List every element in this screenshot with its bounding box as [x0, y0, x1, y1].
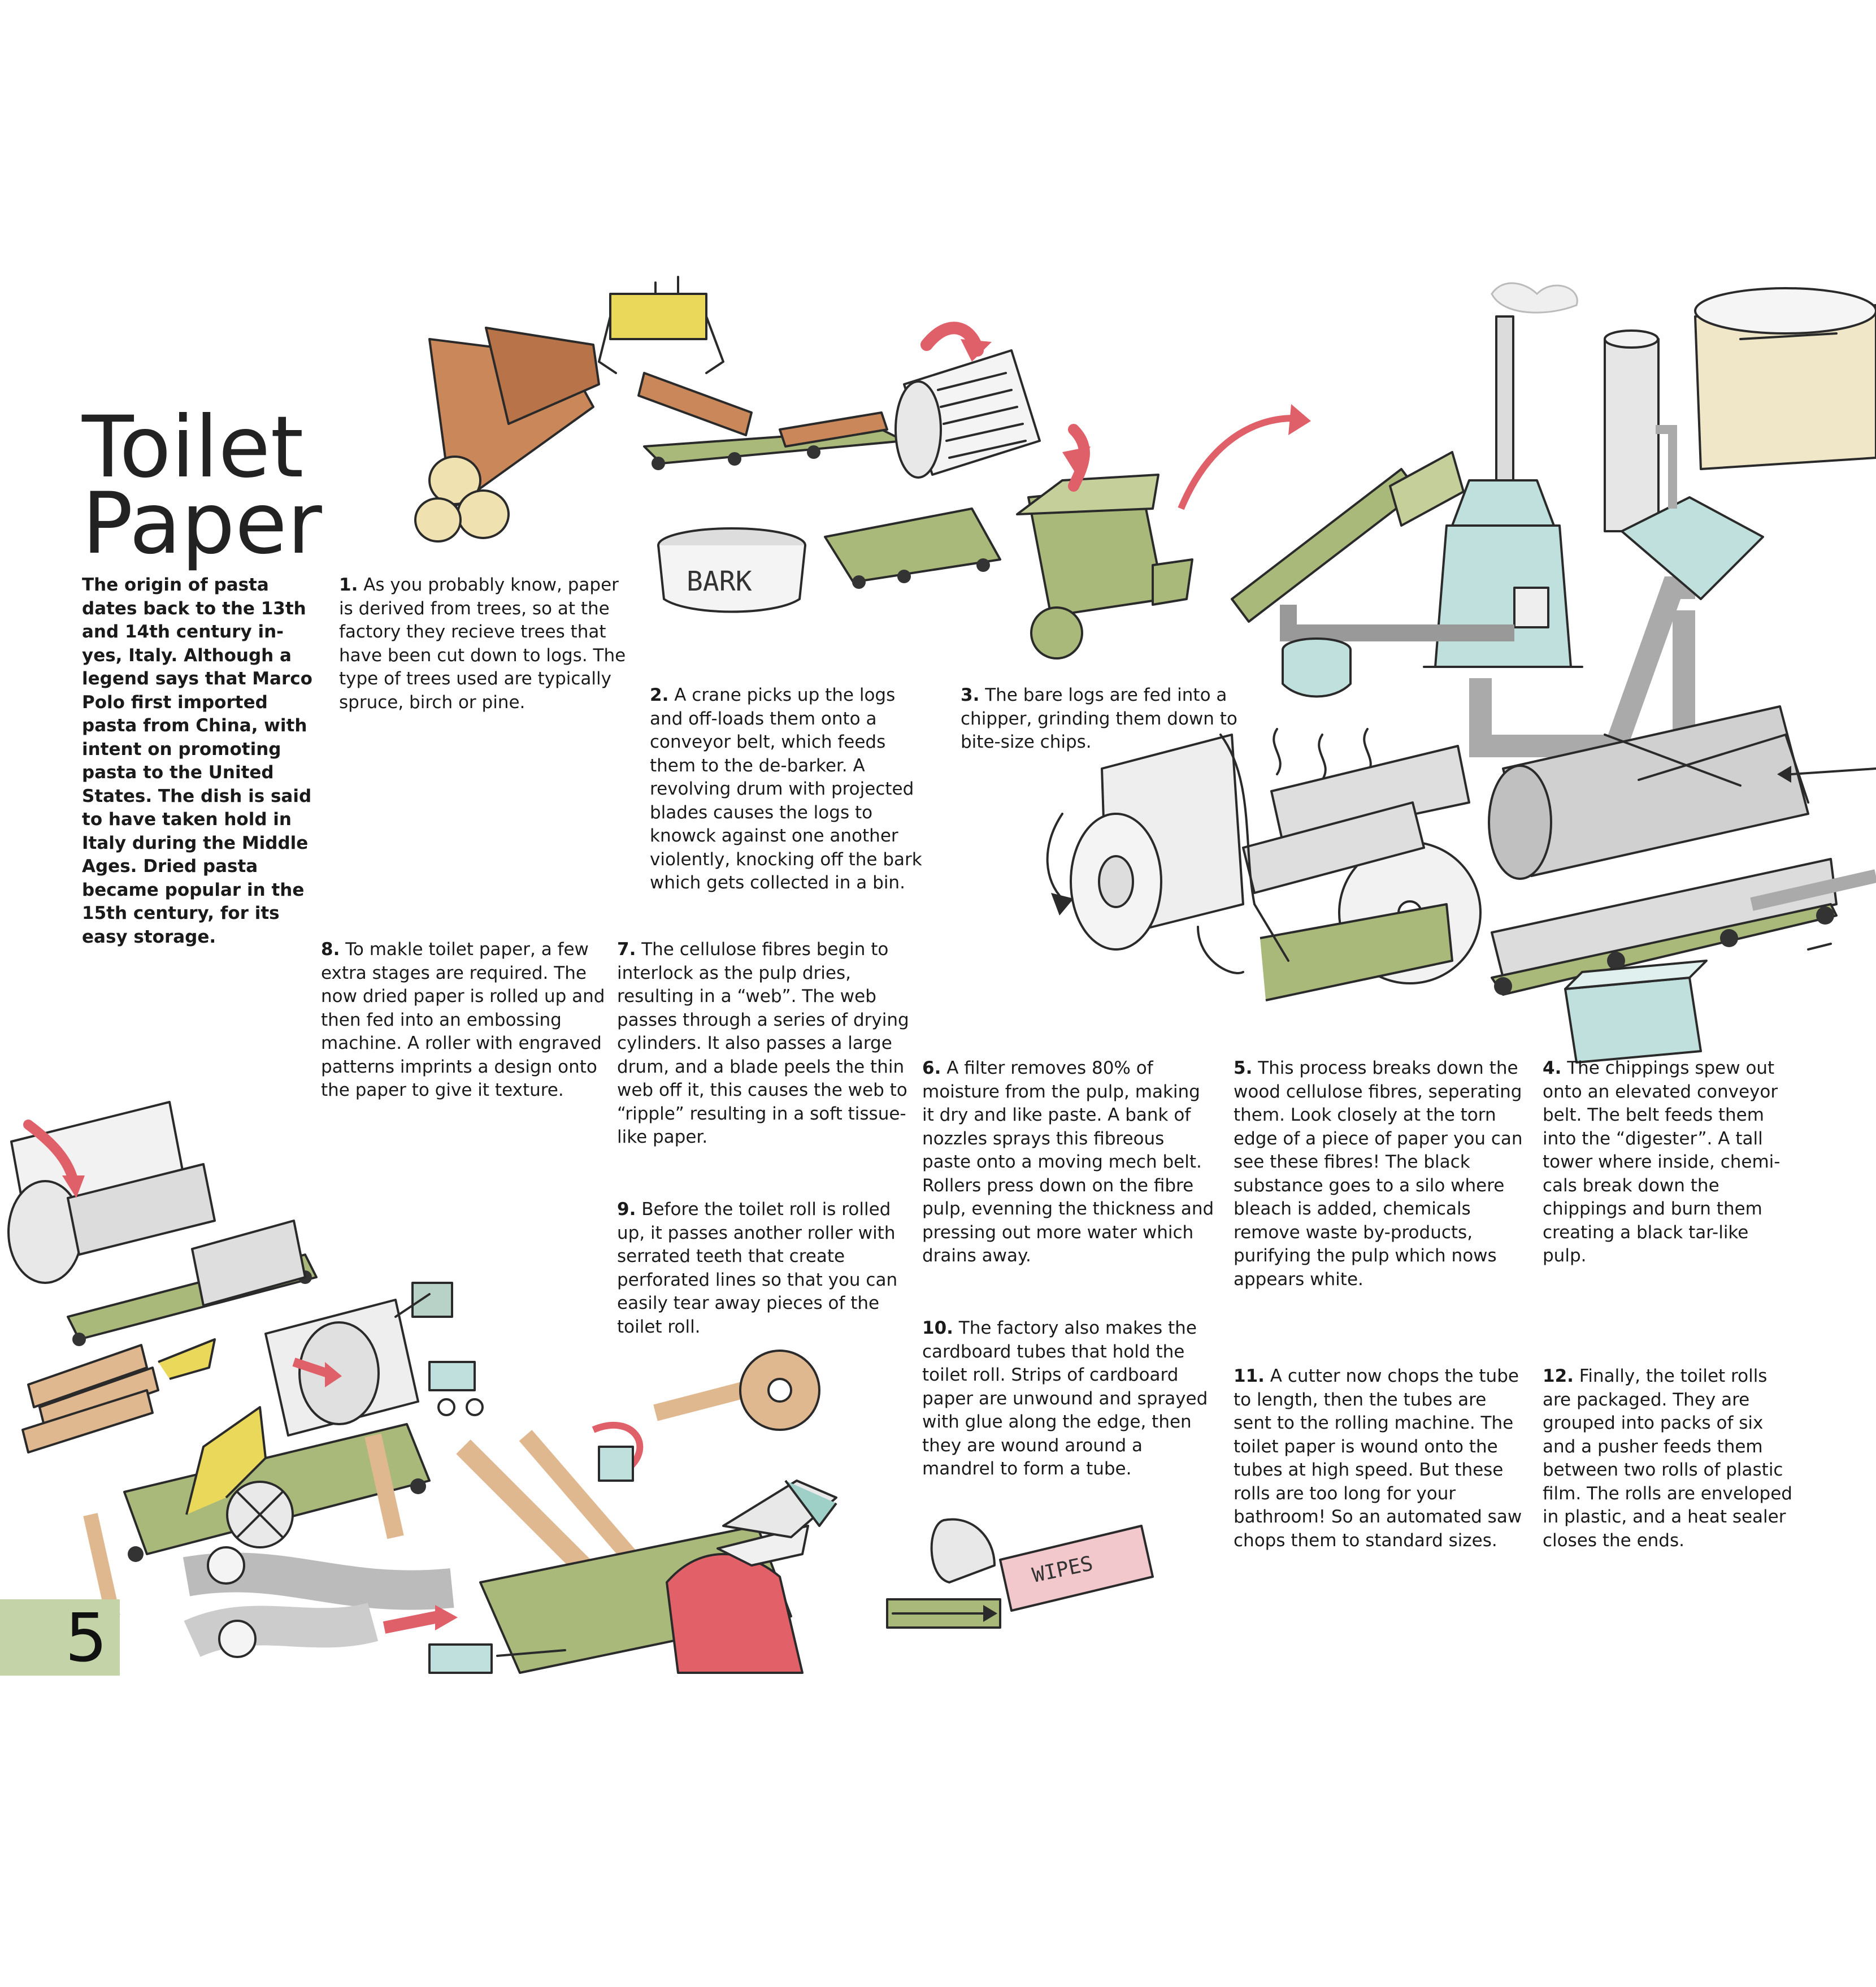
step-number: 11. [1234, 1366, 1265, 1386]
step-number: 9. [617, 1199, 636, 1220]
step-number: 4. [1543, 1058, 1562, 1078]
step-text: Finally, the toilet rolls are packaged. They are grouped into packs of six and a pusher feeds them between two rolls of plastic film. The rolls are enveloped in plastic, and a heat sealer closes the ends. [1543, 1366, 1792, 1551]
page-number: 5 [65, 1599, 108, 1677]
step-text: The factory also makes the cardboard tubes that hold the toilet roll. Strips of cardboard paper are unwound and sprayed with glue along the edge, then they are wound around a mandrel to form a tube. [922, 1318, 1208, 1479]
step-6 [922, 1057, 1216, 1268]
conveyor-belt-1-illustration [639, 373, 904, 470]
step-2 [650, 684, 932, 895]
step-number: 6. [922, 1058, 941, 1078]
step-text: The chippings spew out onto an elevated conveyor belt. The belt feeds them into the “digester”. A tall tower where inside, chemi- cals break down the chippings and burn them creating a black tar-like pulp. [1543, 1058, 1781, 1266]
step-number: 7. [617, 939, 636, 960]
step-text: This process breaks down the wood cellulose fibres, seperating them. Look closely at the torn edge of a piece of paper you can see these fibres! The black substance goes to a silo where bleach is added, chemicals remove waste by-products, purifying the pulp which nows appears white. [1234, 1058, 1523, 1290]
step-5 [1234, 1057, 1527, 1291]
step-number: 1. [339, 575, 358, 595]
step-number: 5. [1234, 1058, 1253, 1078]
wipes-label: WIPES [1030, 1552, 1095, 1587]
debarker-drum-illustration [896, 328, 1040, 478]
step-7 [617, 938, 911, 1149]
log-pile-illustration [415, 328, 599, 541]
tube-strips-illustration [23, 1339, 215, 1452]
conveyor-belt-2-illustration [825, 509, 1000, 589]
bark-bin-illustration [658, 528, 805, 612]
step-text: The bare logs are fed into a chipper, grinding them down to bite-size chips. [961, 685, 1237, 752]
step-text: The cellulose fibres begin to interlock as the pulp dries, resulting in a “web”. The web passes through a series of drying cylinders. It also passes a large drum, and a blade peels the thin web off it, this causes the web to “ripple” resulting in a soft tissue-like paper. [617, 939, 909, 1147]
step-text: Before the toilet roll is rolled up, it passes another roller with serrated teeth that create perforated lines so that you can easily tear away pieces of the toilet roll. [617, 1199, 898, 1337]
chips-arrow-illustration [1181, 404, 1311, 509]
step-number: 2. [650, 685, 669, 705]
step-9 [617, 1198, 911, 1339]
bark-label: BARK [687, 566, 752, 597]
step-text: A filter removes 80% of moisture from the pulp, making it dry and like paste. A bank of nozzles sprays this fibreous paste onto a moving mech belt. Rollers press down on the fibre pulp, evenning the thickness and pressing out more water which drains away. [922, 1058, 1214, 1266]
chipper-machine-illustration [1017, 429, 1192, 658]
big-drum-illustration [1243, 746, 1480, 1000]
step-text: As you probably know, paper is derived from trees, so at the factory they recieve trees that have been cut down to logs. The type of trees used are typically spruce, birch or pine. [339, 575, 626, 713]
step-text: To makle toilet paper, a few extra stages are required. The now dried paper is rolled up and then fed into an embossing machine. A roller with engraved patterns imprints a design onto the paper to give it texture. [321, 939, 605, 1100]
step-10 [922, 1317, 1216, 1481]
tube-cutter-illustration [429, 1362, 483, 1415]
page-title: Toilet Paper [82, 398, 322, 573]
roll-conveyor-illustration [186, 1547, 458, 1657]
step-number: 8. [321, 939, 340, 960]
step-12 [1543, 1365, 1797, 1552]
step-4 [1543, 1057, 1797, 1268]
intro-paragraph: The origin of pasta dates back to the 13th and 14th century in- yes, Italy. Although a legend says that Marco Polo first imported pasta from China, with intent on promoting pasta to the United States. The dish is said to have taken hold in Italy during the Middle Ages. Dried pasta became popular in the 15th century, for its easy storage. [82, 575, 312, 947]
step-1 [339, 574, 627, 714]
elevated-conveyor-illustration [1232, 452, 1464, 622]
wipes-pack-illustration [932, 1519, 1153, 1611]
step-number: 3. [961, 685, 980, 705]
step-text: A cutter now chops the tube to length, then the tubes are sent to the rolling machine. The toilet paper is wound onto the tubes at high speed. But these rolls are too long for your bathroom! So an automated saw chops them to standard sizes. [1234, 1366, 1522, 1551]
step-number: 10. [922, 1318, 953, 1338]
bleach-tank-illustration [1656, 288, 1876, 509]
step-8 [321, 938, 615, 1103]
step-11 [1234, 1365, 1527, 1552]
step-text: A crane picks up the logs and off-loads them onto a conveyor belt, which feeds them to the de-barker. A revolving drum with projected blades causes the logs to knowck against one another violently, knocking off the bark which gets collected in a bin. [650, 685, 922, 893]
embossing-machine-illustration [8, 1102, 316, 1346]
step-number: 12. [1543, 1366, 1574, 1386]
crane-claw-illustration [599, 277, 723, 373]
step-3 [961, 684, 1254, 754]
